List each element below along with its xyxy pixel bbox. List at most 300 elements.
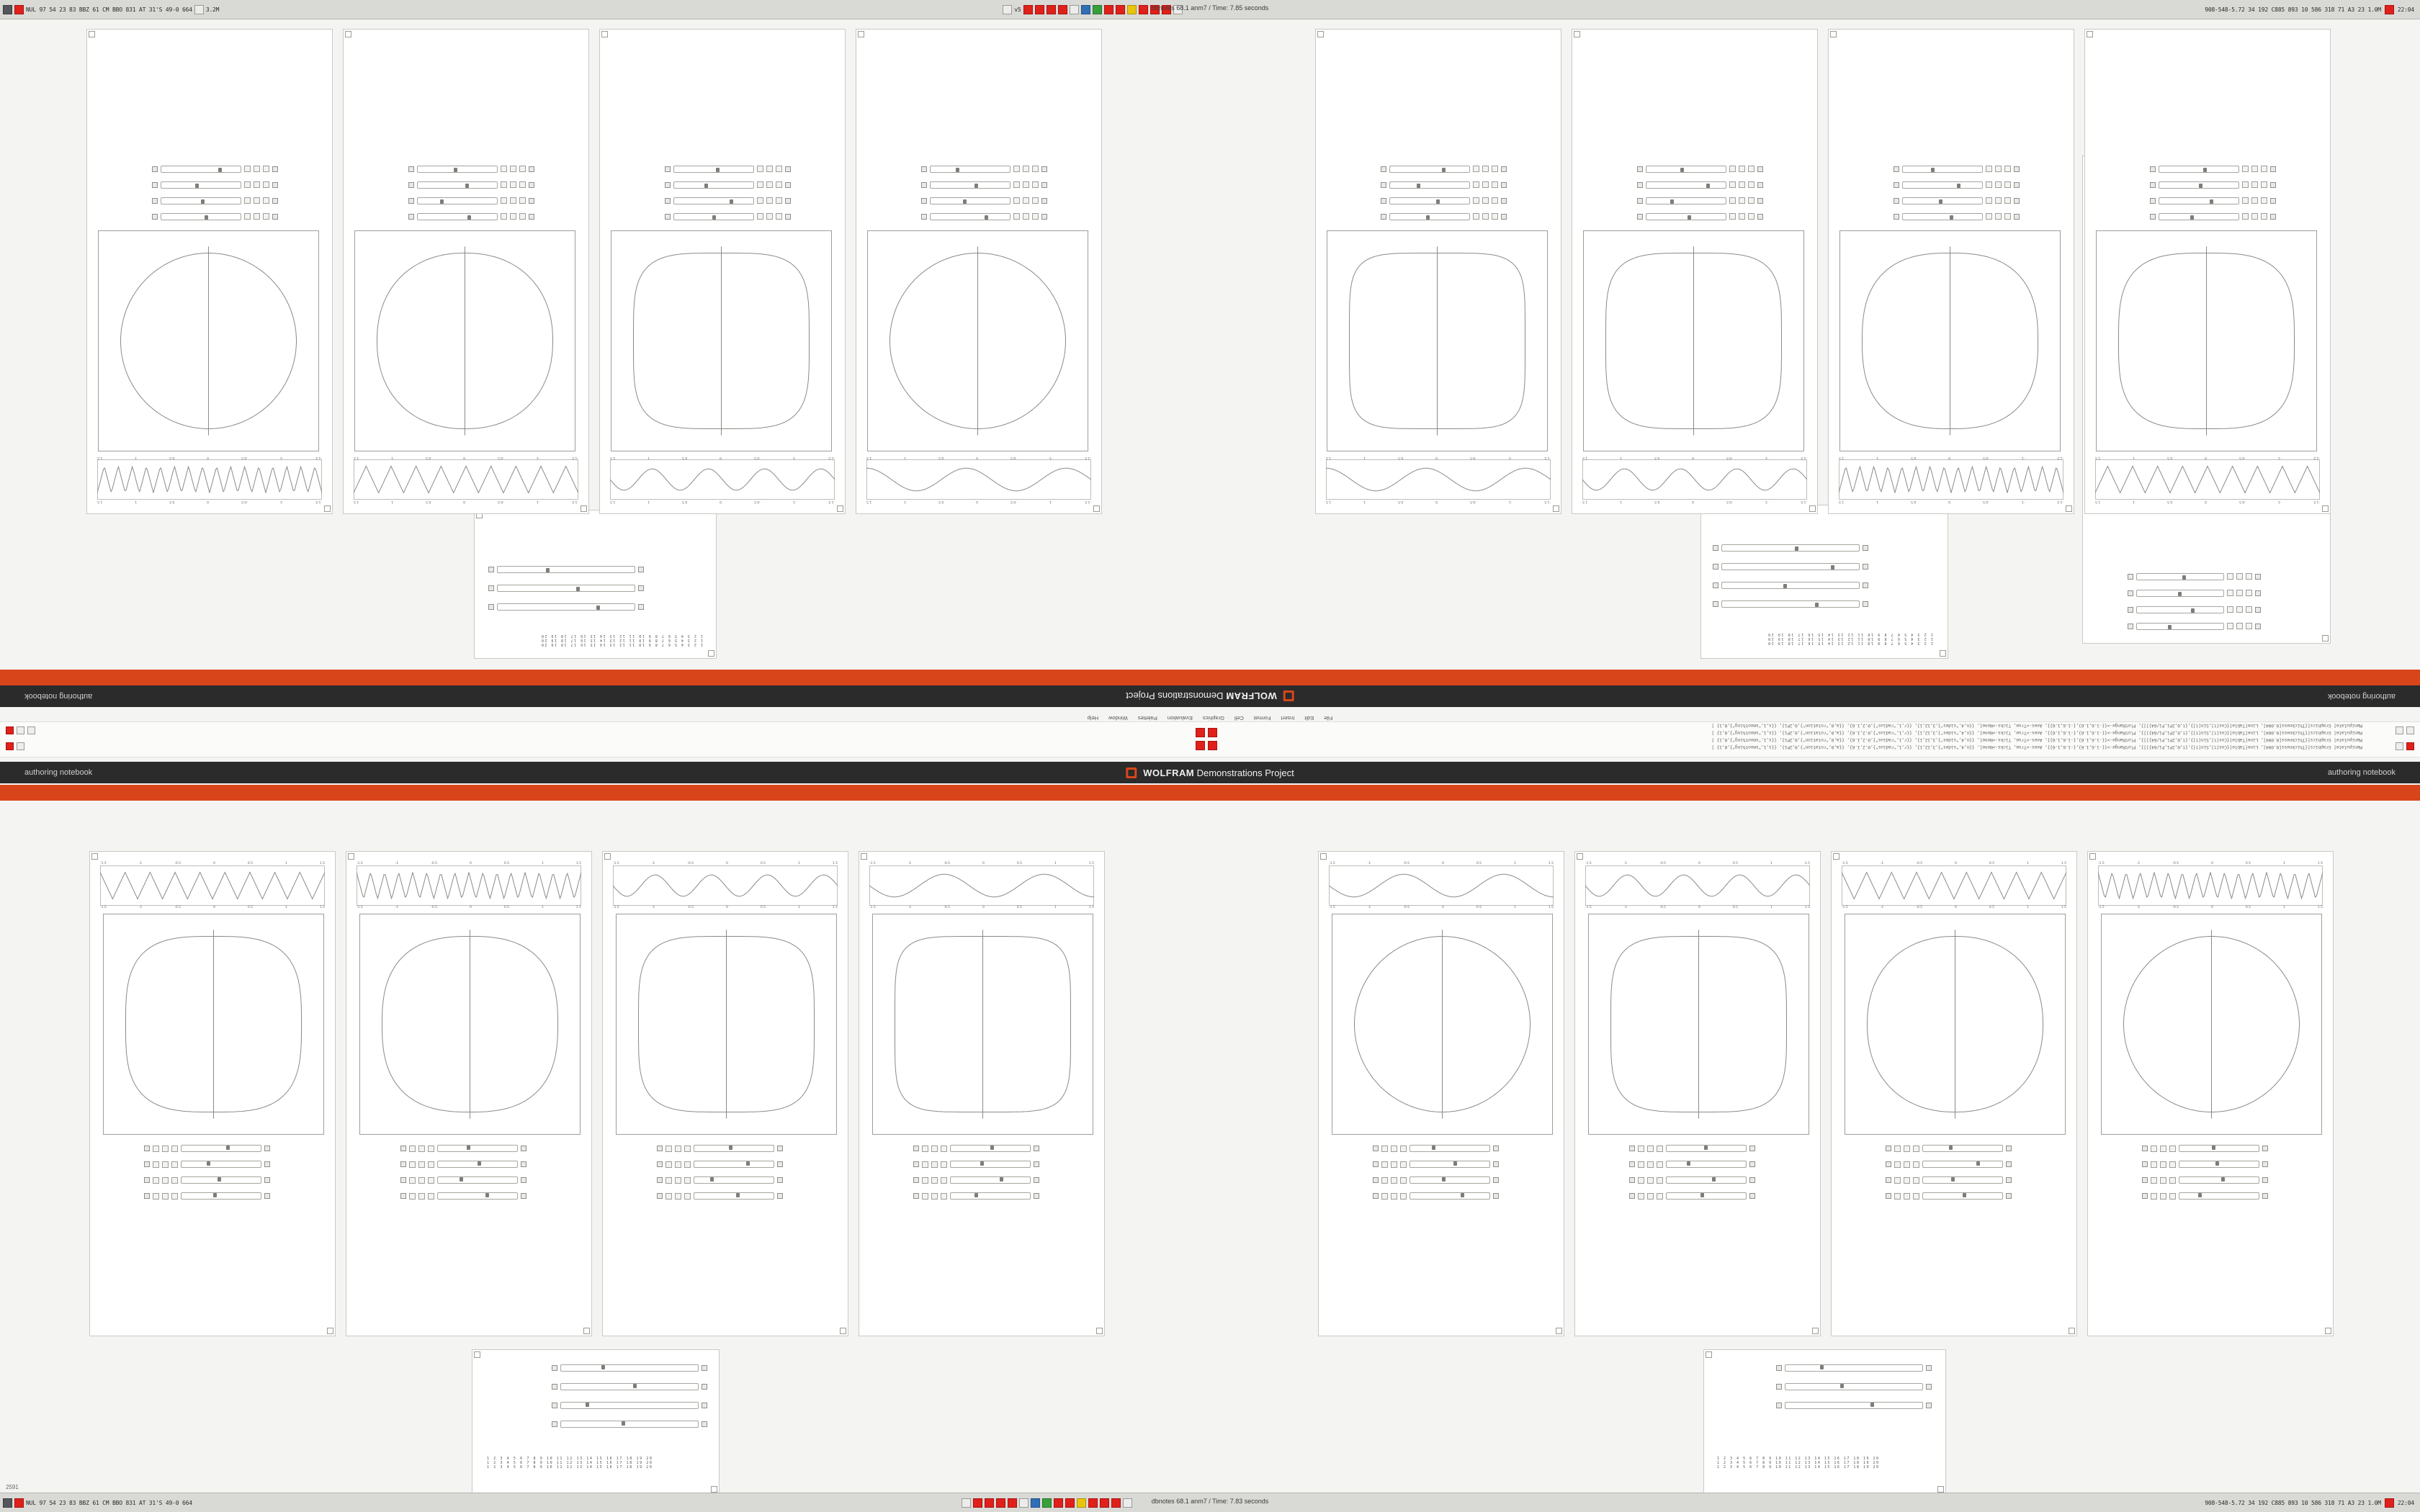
slider-end-icon[interactable] (2150, 166, 2156, 172)
slider-play-icon[interactable] (1381, 1161, 1388, 1168)
slider-reset-icon[interactable] (1757, 214, 1763, 220)
slider-track[interactable] (673, 166, 754, 173)
slider-step-icon[interactable] (931, 1193, 938, 1200)
slider-step-icon[interactable] (1391, 1193, 1397, 1200)
record-icon[interactable] (14, 1498, 24, 1508)
slider-track[interactable] (950, 1145, 1031, 1152)
top-bar-left-group[interactable] (0, 2, 222, 17)
slider-reset-icon[interactable] (913, 1193, 919, 1199)
slider-back-icon[interactable] (1913, 1146, 1919, 1152)
slider-end-icon[interactable] (1381, 198, 1386, 204)
slider-end-icon[interactable] (408, 214, 414, 220)
slider-end-icon[interactable] (1713, 582, 1718, 588)
slider-end-icon[interactable] (488, 604, 494, 610)
slider-back-icon[interactable] (428, 1161, 434, 1168)
panel-handle-tl[interactable] (2322, 505, 2329, 512)
demo-panel[interactable] (86, 29, 333, 514)
slider-back-icon[interactable] (684, 1193, 691, 1200)
panel-handle-tl[interactable] (324, 505, 331, 512)
slider-end-icon[interactable] (1749, 1161, 1755, 1167)
slider-step-icon[interactable] (1023, 182, 1029, 189)
slider-reset-icon[interactable] (2014, 198, 2020, 204)
slider-track[interactable] (161, 197, 241, 204)
slider-track[interactable] (1389, 181, 1470, 189)
slider-play-icon[interactable] (1381, 1177, 1388, 1184)
slider-knob[interactable] (467, 215, 471, 220)
demo-panel[interactable] (89, 851, 336, 1336)
panel-handle-tl[interactable] (604, 853, 611, 860)
slider-reset-icon[interactable] (785, 214, 791, 220)
tray-icon-7[interactable] (1081, 5, 1090, 14)
slider-back-icon[interactable] (1400, 1161, 1407, 1168)
slider-step-icon[interactable] (2160, 1177, 2166, 1184)
slider-reset-icon[interactable] (1373, 1146, 1379, 1151)
slider-back-icon[interactable] (1400, 1177, 1407, 1184)
slider-reset-icon[interactable] (1629, 1193, 1635, 1199)
slider-step-icon[interactable] (2251, 182, 2258, 189)
slider-reset-icon[interactable] (785, 198, 791, 204)
slider-track[interactable] (1389, 166, 1470, 173)
slider-play-icon[interactable] (1638, 1177, 1644, 1184)
demo-controls[interactable] (665, 157, 791, 220)
slider-end-icon[interactable] (2006, 1193, 2012, 1199)
slider-track[interactable] (673, 181, 754, 189)
panel-handle-tl[interactable] (1940, 650, 1946, 657)
tray-icon-3[interactable] (1035, 5, 1044, 14)
slider-track[interactable] (1666, 1145, 1747, 1152)
slider-knob[interactable] (716, 168, 720, 172)
alert-icon[interactable] (1196, 728, 1205, 737)
slider-back-icon[interactable] (1729, 214, 1736, 220)
slider-track[interactable] (1902, 181, 1983, 189)
slider-knob[interactable] (213, 1193, 217, 1197)
slider-group[interactable] (408, 166, 534, 220)
slider-step-icon[interactable] (766, 198, 773, 204)
slider-step-icon[interactable] (675, 1146, 681, 1152)
panel-handle-br[interactable] (858, 31, 864, 37)
minimize-icon[interactable] (17, 726, 24, 734)
slider-end-icon[interactable] (1749, 1146, 1755, 1151)
demo-panel[interactable] (1572, 29, 1818, 514)
slider-back-icon[interactable] (1729, 182, 1736, 189)
slider-reset-icon[interactable] (2142, 1177, 2148, 1183)
slider-track[interactable] (161, 166, 241, 173)
slider-play-icon[interactable] (153, 1177, 159, 1184)
slider-play-icon[interactable] (776, 182, 782, 189)
slider-play-icon[interactable] (1894, 1161, 1901, 1168)
panel-handle-br[interactable] (1812, 1328, 1819, 1334)
slider-step-icon[interactable] (254, 182, 260, 189)
slider-step-icon[interactable] (418, 1161, 425, 1168)
code-strip-badges[interactable] (1196, 728, 1217, 737)
slider-track[interactable] (2179, 1145, 2259, 1152)
slider-track[interactable] (1410, 1145, 1490, 1152)
slider-reset-icon[interactable] (1629, 1177, 1635, 1183)
slider-back-icon[interactable] (757, 214, 763, 220)
slider-track[interactable] (2159, 213, 2239, 220)
slider-end-icon[interactable] (1637, 182, 1643, 188)
slider-end-icon[interactable] (702, 1421, 707, 1427)
slider-group[interactable] (400, 1145, 526, 1200)
slider-end-icon[interactable] (1381, 182, 1386, 188)
app-icon[interactable] (3, 1498, 12, 1508)
panel-handle-br[interactable] (711, 1486, 717, 1493)
panel-handle-br[interactable] (1574, 31, 1580, 37)
slider-play-icon[interactable] (666, 1161, 672, 1168)
panel-handle-br[interactable] (89, 31, 95, 37)
slider-reset-icon[interactable] (1501, 166, 1507, 172)
slider-step-icon[interactable] (1482, 198, 1489, 204)
slider-knob[interactable] (1426, 215, 1430, 220)
panel-handle-tl[interactable] (2066, 505, 2072, 512)
slider-reset-icon[interactable] (1041, 198, 1047, 204)
slider-track[interactable] (1922, 1161, 2003, 1168)
slider-track[interactable] (673, 213, 754, 220)
panel-handle-tl[interactable] (1093, 505, 1100, 512)
slider-reset-icon[interactable] (2270, 198, 2276, 204)
slider-track[interactable] (694, 1192, 774, 1200)
bottom-bar-left-group[interactable] (0, 1495, 195, 1510)
slider-back-icon[interactable] (501, 198, 507, 204)
panel-handle-tl[interactable] (91, 853, 98, 860)
slider-knob[interactable] (465, 184, 469, 188)
slider-group[interactable] (1637, 166, 1763, 220)
slider-knob[interactable] (1949, 1146, 1953, 1150)
slider-play-icon[interactable] (1748, 198, 1754, 204)
slider-back-icon[interactable] (2169, 1161, 2176, 1168)
slider-play-icon[interactable] (1492, 214, 1498, 220)
slider-step-icon[interactable] (1482, 166, 1489, 173)
slider-play-icon[interactable] (666, 1177, 672, 1184)
slider-handle-icon[interactable] (552, 1421, 557, 1427)
slider-knob[interactable] (1453, 1161, 1457, 1166)
slider-group[interactable] (657, 1145, 783, 1200)
panel-handle-br[interactable] (2087, 31, 2093, 37)
panel-handle-br[interactable] (345, 31, 351, 37)
slider-track[interactable] (1666, 1161, 1747, 1168)
slider-track[interactable] (417, 166, 498, 173)
slider-back-icon[interactable] (171, 1146, 178, 1152)
alert-icon[interactable] (1196, 741, 1205, 750)
menu-item[interactable]: Format (1253, 715, 1271, 721)
close-icon[interactable] (6, 742, 14, 750)
close-icon[interactable] (2385, 5, 2394, 14)
demo-controls[interactable] (1373, 1145, 1499, 1208)
slider-play-icon[interactable] (1032, 166, 1039, 173)
demo-panel[interactable] (1831, 851, 2077, 1336)
slider-back-icon[interactable] (2169, 1146, 2176, 1152)
slider-step-icon[interactable] (2251, 166, 2258, 173)
demo-controls[interactable] (1637, 157, 1763, 220)
panel-handle-br[interactable] (327, 1328, 333, 1334)
slider-knob[interactable] (454, 168, 457, 172)
slider-reset-icon[interactable] (1757, 166, 1763, 172)
code-strip-badges-2[interactable] (1196, 741, 1217, 750)
slider-knob[interactable] (1436, 199, 1440, 204)
panel-handle-tl[interactable] (474, 1351, 480, 1358)
slider-knob[interactable] (218, 1177, 221, 1182)
tray-icon-4[interactable] (996, 1498, 1005, 1508)
slider-step-icon[interactable] (1739, 182, 1745, 189)
slider-reset-icon[interactable] (1757, 182, 1763, 188)
slider-reset-icon[interactable] (272, 198, 278, 204)
slider-reset-icon[interactable] (1757, 198, 1763, 204)
slider-back-icon[interactable] (684, 1146, 691, 1152)
panel-handle-tl[interactable] (1706, 1351, 1712, 1358)
slider-knob[interactable] (710, 1177, 714, 1182)
slider-reset-icon[interactable] (400, 1161, 406, 1167)
slider-step-icon[interactable] (510, 182, 516, 189)
slider-knob[interactable] (2212, 1146, 2215, 1150)
tray-icon-1[interactable] (962, 1498, 971, 1508)
slider-play-icon[interactable] (1381, 1146, 1388, 1152)
slider-step-icon[interactable] (1482, 214, 1489, 220)
slider-reset-icon[interactable] (400, 1146, 406, 1151)
tray-icon-10[interactable] (1065, 1498, 1075, 1508)
slider-back-icon[interactable] (1400, 1193, 1407, 1200)
slider-back-icon[interactable] (1473, 214, 1479, 220)
slider-step-icon[interactable] (510, 198, 516, 204)
slider-end-icon[interactable] (1493, 1177, 1499, 1183)
slider-track[interactable] (2159, 197, 2239, 204)
slider-track[interactable] (181, 1176, 261, 1184)
slider-end-icon[interactable] (1034, 1177, 1039, 1183)
slider-end-icon[interactable] (921, 166, 927, 172)
slider-step-icon[interactable] (2160, 1146, 2166, 1152)
slider-knob[interactable] (1700, 1193, 1704, 1197)
slider-knob[interactable] (730, 199, 733, 204)
demo-controls[interactable] (408, 157, 534, 220)
slider-reset-icon[interactable] (2014, 182, 2020, 188)
slider-step-icon[interactable] (1904, 1146, 1910, 1152)
slider-knob[interactable] (1704, 1146, 1708, 1150)
slider-track[interactable] (1646, 166, 1726, 173)
slider-step-icon[interactable] (766, 214, 773, 220)
slider-step-icon[interactable] (766, 182, 773, 189)
slider-back-icon[interactable] (1013, 198, 1020, 204)
slider-reset-icon[interactable] (1886, 1146, 1891, 1151)
slider-group[interactable] (152, 166, 278, 220)
slider-knob[interactable] (704, 184, 708, 188)
slider-back-icon[interactable] (428, 1146, 434, 1152)
slider-end-icon[interactable] (1637, 214, 1643, 220)
slider-back-icon[interactable] (428, 1193, 434, 1200)
slider-reset-icon[interactable] (913, 1161, 919, 1167)
slider-back-icon[interactable] (1657, 1161, 1663, 1168)
demo-controls[interactable] (1629, 1145, 1755, 1208)
demo-panel[interactable] (2084, 29, 2331, 514)
demo-controls[interactable] (1886, 1145, 2012, 1208)
slider-reset-icon[interactable] (144, 1146, 150, 1151)
slider-back-icon[interactable] (1657, 1193, 1663, 1200)
slider-back-icon[interactable] (1400, 1146, 1407, 1152)
slider-track[interactable] (930, 166, 1010, 173)
slider-end-icon[interactable] (2262, 1161, 2268, 1167)
tray-icon-7[interactable] (1031, 1498, 1040, 1508)
slider-track[interactable] (1902, 197, 1983, 204)
slider-track[interactable] (2179, 1176, 2259, 1184)
slider-back-icon[interactable] (1013, 214, 1020, 220)
slider-end-icon[interactable] (488, 567, 494, 572)
slider-play-icon[interactable] (153, 1161, 159, 1168)
slider-end-icon[interactable] (1713, 601, 1718, 607)
slider-step-icon[interactable] (675, 1161, 681, 1168)
slider-play-icon[interactable] (2151, 1177, 2157, 1184)
slider-back-icon[interactable] (501, 166, 507, 173)
slider-track[interactable] (1666, 1176, 1747, 1184)
slider-end-icon[interactable] (1493, 1146, 1499, 1151)
slider-track[interactable] (2179, 1192, 2259, 1200)
slider-step-icon[interactable] (254, 214, 260, 220)
slider-track[interactable] (1410, 1161, 1490, 1168)
slider-track[interactable] (1389, 213, 1470, 220)
slider-reset-icon[interactable] (144, 1177, 150, 1183)
demo-controls[interactable] (921, 157, 1047, 220)
slider-knob[interactable] (1939, 199, 1942, 204)
slider-back-icon[interactable] (2242, 182, 2249, 189)
slider-knob[interactable] (990, 1146, 994, 1150)
slider-track[interactable] (161, 181, 241, 189)
slider-track[interactable] (181, 1192, 261, 1200)
tray-icon-4[interactable] (1047, 5, 1056, 14)
panel-handle-br[interactable] (1096, 1328, 1103, 1334)
slider-reset-icon[interactable] (2014, 214, 2020, 220)
tray-icon-13[interactable] (1100, 1498, 1109, 1508)
slider-knob[interactable] (974, 1193, 978, 1197)
slider-end-icon[interactable] (665, 166, 671, 172)
slider-end-icon[interactable] (777, 1193, 783, 1199)
control-strip-panel[interactable] (1700, 505, 1948, 659)
slider-step-icon[interactable] (1023, 214, 1029, 220)
slider-reset-icon[interactable] (2142, 1146, 2148, 1151)
slider-play-icon[interactable] (922, 1146, 928, 1152)
slider-knob[interactable] (2199, 184, 2202, 188)
alert-icon[interactable] (1208, 728, 1217, 737)
demo-panel[interactable] (856, 29, 1102, 514)
slider-back-icon[interactable] (171, 1193, 178, 1200)
slider-end-icon[interactable] (1381, 166, 1386, 172)
slider-back-icon[interactable] (171, 1161, 178, 1168)
panel-handle-br[interactable] (1937, 1486, 1944, 1493)
slider-play-icon[interactable] (2004, 214, 2011, 220)
tray-icon-12[interactable] (1088, 1498, 1098, 1508)
slider-track[interactable] (181, 1161, 261, 1168)
slider-step-icon[interactable] (766, 166, 773, 173)
slider-track[interactable] (1922, 1176, 2003, 1184)
slider-knob[interactable] (1687, 1161, 1690, 1166)
window-controls-left-2[interactable] (6, 742, 24, 750)
slider-end-icon[interactable] (1894, 182, 1899, 188)
slider-play-icon[interactable] (1492, 166, 1498, 173)
slider-reset-icon[interactable] (657, 1193, 663, 1199)
slider-track[interactable] (417, 197, 498, 204)
slider-step-icon[interactable] (2251, 214, 2258, 220)
slider-end-icon[interactable] (1034, 1193, 1039, 1199)
panel-handle-tl[interactable] (837, 505, 843, 512)
slider-back-icon[interactable] (757, 166, 763, 173)
slider-end-icon[interactable] (665, 214, 671, 220)
slider-knob[interactable] (1688, 215, 1691, 220)
menu-item[interactable]: Cell (1234, 715, 1244, 721)
slider-knob[interactable] (1417, 184, 1420, 188)
tray-icon-2[interactable] (1023, 5, 1033, 14)
slider-end-icon[interactable] (1493, 1161, 1499, 1167)
panel-handle-br[interactable] (2325, 1328, 2331, 1334)
slider-end-icon[interactable] (152, 166, 158, 172)
demo-panel[interactable] (1315, 29, 1561, 514)
demo-panel[interactable] (343, 29, 589, 514)
slider-end-icon[interactable] (521, 1161, 526, 1167)
slider-play-icon[interactable] (2261, 198, 2267, 204)
slider-knob[interactable] (1000, 1177, 1003, 1182)
slider-end-icon[interactable] (921, 182, 927, 188)
slider-play-icon[interactable] (1492, 198, 1498, 204)
slider-end-icon[interactable] (1894, 214, 1899, 220)
slider-handle-icon[interactable] (1863, 582, 1868, 588)
tray-icon-11[interactable] (1077, 1498, 1086, 1508)
tray-icon-1[interactable] (1003, 5, 1012, 14)
slider-play-icon[interactable] (2004, 182, 2011, 189)
slider-track[interactable] (437, 1176, 518, 1184)
slider-reset-icon[interactable] (1373, 1193, 1379, 1199)
panel-handle-br[interactable] (840, 1328, 846, 1334)
slider-reset-icon[interactable] (272, 182, 278, 188)
slider-track[interactable] (694, 1145, 774, 1152)
slider-back-icon[interactable] (244, 182, 251, 189)
tray-icon-12[interactable] (1139, 5, 1148, 14)
slider-reset-icon[interactable] (785, 182, 791, 188)
demo-controls[interactable] (2150, 157, 2276, 220)
slider-step-icon[interactable] (931, 1146, 938, 1152)
tray-icon-3[interactable] (985, 1498, 994, 1508)
slider-end-icon[interactable] (2262, 1177, 2268, 1183)
slider-end-icon[interactable] (1894, 166, 1899, 172)
slider-step-icon[interactable] (1995, 166, 2002, 173)
slider-back-icon[interactable] (757, 198, 763, 204)
memory-icon[interactable] (194, 5, 204, 14)
slider-end-icon[interactable] (152, 198, 158, 204)
slider-play-icon[interactable] (1032, 182, 1039, 189)
slider-reset-icon[interactable] (1041, 166, 1047, 172)
slider-knob[interactable] (460, 1177, 463, 1182)
bottom-bar-right-group[interactable] (2205, 1498, 2420, 1508)
slider-play-icon[interactable] (2004, 166, 2011, 173)
slider-end-icon[interactable] (1926, 1403, 1932, 1408)
slider-end-icon[interactable] (665, 182, 671, 188)
alert-icon[interactable] (1208, 741, 1217, 750)
menu-item[interactable]: Edit (1304, 715, 1314, 721)
slider-end-icon[interactable] (702, 1384, 707, 1390)
demo-panel[interactable] (602, 851, 848, 1336)
tray-icon-8[interactable] (1042, 1498, 1052, 1508)
slider-step-icon[interactable] (2251, 198, 2258, 204)
slider-back-icon[interactable] (1913, 1177, 1919, 1184)
demo-panel[interactable] (1574, 851, 1821, 1336)
bottom-bar-tray[interactable] (959, 1495, 1135, 1510)
slider-group[interactable] (2142, 1145, 2268, 1200)
panel-handle-br[interactable] (1317, 31, 1324, 37)
slider-play-icon[interactable] (409, 1146, 416, 1152)
slider-knob[interactable] (1442, 168, 1446, 172)
slider-group[interactable] (1886, 1145, 2012, 1200)
slider-reset-icon[interactable] (529, 214, 534, 220)
slider-step-icon[interactable] (1647, 1146, 1654, 1152)
demo-panel[interactable] (1828, 29, 2074, 514)
slider-step-icon[interactable] (1023, 198, 1029, 204)
slider-step-icon[interactable] (1647, 1161, 1654, 1168)
slider-knob[interactable] (1461, 1193, 1464, 1197)
slider-reset-icon[interactable] (529, 166, 534, 172)
